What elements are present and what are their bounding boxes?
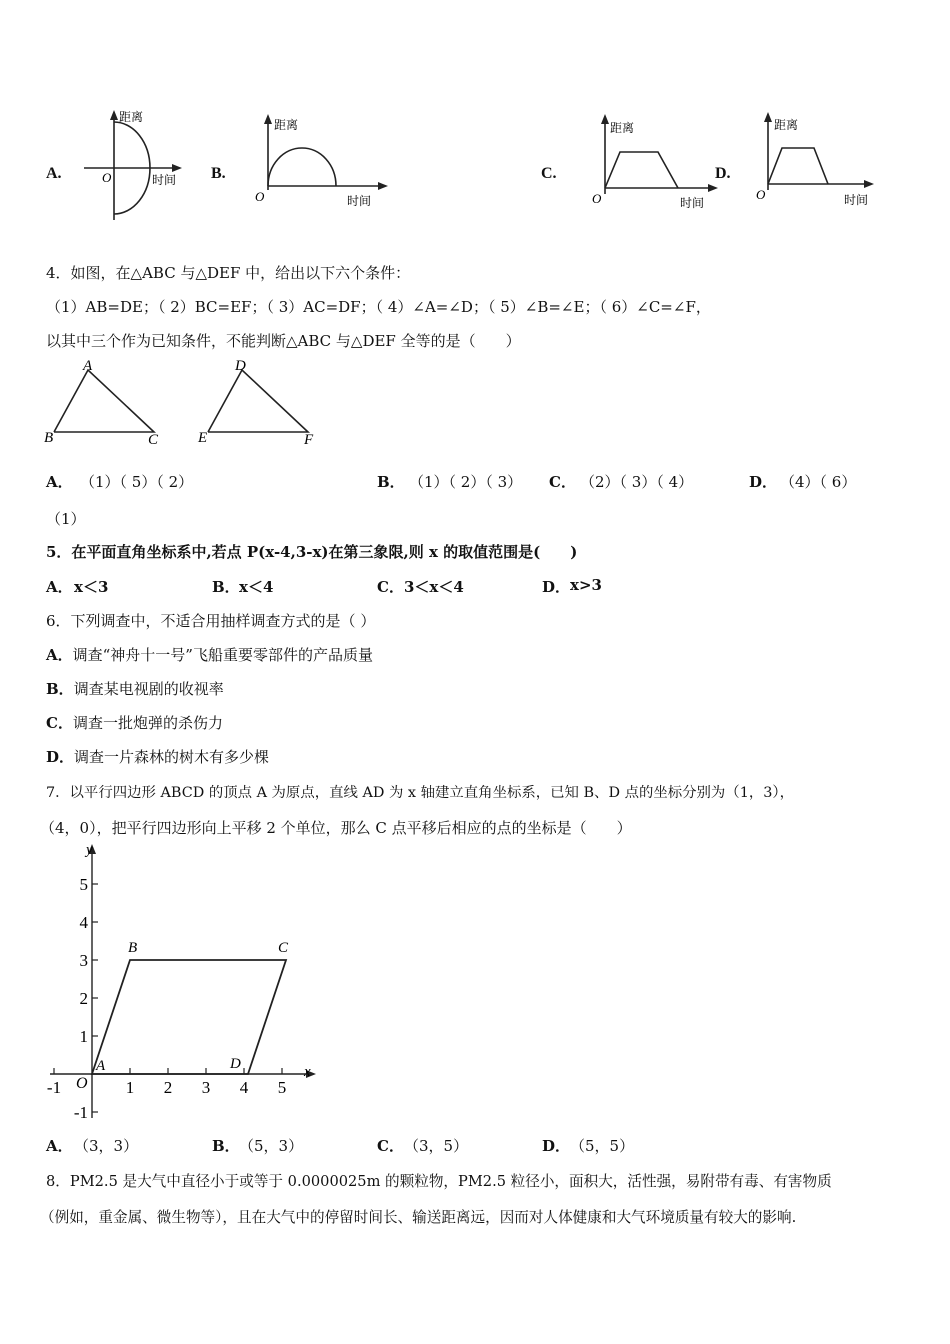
q6-option-a: A．调查“神舟十一号”飞船重要零部件的产品质量 bbox=[46, 646, 373, 664]
q7-stem-line2: （4，0），把平行四边形向上平移 2 个单位，那么 C 点平移后相应的点的坐标是（ ） bbox=[40, 819, 632, 837]
q3-option-b-label: B. bbox=[211, 165, 226, 182]
q7-option-c-label: C． bbox=[377, 1137, 404, 1155]
q7-option-d-text: （5，5） bbox=[570, 1137, 635, 1155]
tri-label-b: B bbox=[44, 430, 54, 446]
q6-option-d: D．调查一片森林的树木有多少棵 bbox=[46, 748, 270, 766]
tri-label-c: C bbox=[148, 432, 159, 448]
q3-a-axis-y: 距离 bbox=[119, 110, 144, 124]
q3-option-a-label: A. bbox=[46, 165, 62, 182]
q3-graph-d bbox=[752, 110, 882, 210]
tri-label-a: A bbox=[83, 358, 93, 374]
x-tick: 2 bbox=[163, 1078, 173, 1097]
q3-d-axis-y: 距离 bbox=[774, 118, 799, 132]
point-label-b: B bbox=[128, 940, 138, 956]
q3-d-axis-x: 时间 bbox=[844, 193, 869, 207]
y-tick: 2 bbox=[79, 989, 88, 1008]
q3-c-origin: O bbox=[592, 191, 602, 206]
q8-line1: 8．PM2.5 是大气中直径小于或等于 0.0000025m 的颗粒物，PM2.5 粒径小，面积大，活性强，易附带有毒、有害物质 bbox=[46, 1173, 832, 1190]
q3-c-axis-x: 时间 bbox=[680, 196, 705, 210]
origin-label: O bbox=[76, 1075, 88, 1092]
parallelogram-abcd bbox=[92, 960, 286, 1074]
tri-label-d: D bbox=[235, 358, 246, 374]
q4-option-c-text: （2）（ 3）（ 4） bbox=[580, 473, 694, 491]
q5-option-c-label: C． bbox=[377, 578, 404, 596]
q3-a-axis-x: 时间 bbox=[152, 173, 177, 187]
q5-option-a-text: x＜3 bbox=[74, 578, 109, 596]
q4-option-c-label: C． bbox=[549, 473, 576, 491]
q3-graph-b bbox=[250, 112, 390, 212]
q4-option-d-text: （4）（ 6） bbox=[780, 473, 857, 491]
q3-option-d-label: D. bbox=[715, 165, 731, 182]
q3-d-origin: O bbox=[756, 187, 766, 202]
y-axis-label: y bbox=[86, 842, 93, 858]
triangle-abc bbox=[44, 358, 159, 448]
point-label-d: D bbox=[230, 1056, 241, 1072]
y-tick: 5 bbox=[79, 875, 88, 894]
q3-b-origin: O bbox=[255, 189, 265, 204]
y-tick: 4 bbox=[79, 913, 88, 932]
q4-stem: 4．如图，在△ABC 与△DEF 中，给出以下六个条件： bbox=[46, 264, 411, 282]
q7-option-d-label: D． bbox=[542, 1137, 571, 1155]
q3-b-axis-y: 距离 bbox=[274, 118, 299, 132]
tri-label-e: E bbox=[198, 430, 208, 446]
q7-coordinate-graph bbox=[40, 838, 330, 1128]
x-tick: 5 bbox=[277, 1078, 287, 1097]
q3-c-axis-y: 距离 bbox=[610, 121, 635, 135]
q6-option-b: B．调查某电视剧的收视率 bbox=[46, 680, 224, 698]
q4-option-d-label: D． bbox=[749, 473, 778, 491]
y-tick: -1 bbox=[73, 1103, 88, 1122]
q4-conditions: （1）AB=DE；（ 2）BC=EF；（ 3）AC=DF；（ 4）∠A=∠D；（ 5）∠B=∠E；（ 6）∠C=∠F， bbox=[46, 298, 711, 316]
x-tick: 3 bbox=[201, 1078, 211, 1097]
q5-stem: 5．在平面直角坐标系中,若点 P(x-4,3-x)在第三象限,则 x 的取值范围是( ) bbox=[46, 543, 578, 561]
q3-graph-a bbox=[78, 108, 188, 228]
q4-option-a-text: （1）（ 5）（ 2） bbox=[80, 473, 194, 491]
point-label-c: C bbox=[278, 940, 289, 956]
q7-option-a-label: A． bbox=[46, 1137, 73, 1155]
q4-option-b-text: （1）（ 2）（ 3） bbox=[409, 473, 523, 491]
y-tick: 1 bbox=[79, 1027, 88, 1046]
q7-option-b-text: （5，3） bbox=[239, 1137, 304, 1155]
q3-b-axis-x: 时间 bbox=[347, 194, 372, 208]
q6-option-c: C．调查一批炮弹的杀伤力 bbox=[46, 714, 223, 732]
q7-stem-line1: 7．以平行四边形 ABCD 的顶点 A 为原点，直线 AD 为 x 轴建立直角坐标系，已知 B、D 点的坐标分别为（1，3）， bbox=[46, 785, 794, 801]
q5-option-c-text: 3＜x＜4 bbox=[404, 578, 464, 596]
x-tick: -1 bbox=[46, 1078, 62, 1097]
q7-option-c-text: （3，5） bbox=[404, 1137, 469, 1155]
q4-option-b-label: B． bbox=[377, 473, 405, 491]
q5-option-a-label: A． bbox=[46, 578, 73, 596]
q4-option-a-label: A． bbox=[46, 473, 73, 491]
q5-option-d-label: D． bbox=[542, 578, 571, 596]
q3-option-c-label: C. bbox=[541, 165, 557, 182]
q6-stem: 6．下列调查中，不适合用抽样调查方式的是（ ） bbox=[46, 612, 376, 630]
q5-option-b-text: x＜4 bbox=[239, 578, 274, 596]
q7-option-a-text: （3，3） bbox=[74, 1137, 139, 1155]
q3-graph-c bbox=[590, 112, 725, 212]
tri-label-f: F bbox=[304, 432, 314, 448]
point-label-a: A bbox=[96, 1058, 106, 1074]
q4-option-d-tail: （1） bbox=[46, 510, 86, 528]
x-axis-label: x bbox=[304, 1064, 311, 1080]
y-tick: 3 bbox=[79, 951, 88, 970]
q3-a-origin: O bbox=[102, 170, 112, 185]
q4-question: 以其中三个作为已知条件，不能判断△ABC 与△DEF 全等的是（ ） bbox=[46, 332, 521, 350]
q8-line2: （例如，重金属、微生物等），且在大气中的停留时间长、输送距离远，因而对人体健康和大气环境质量有较大的影响. bbox=[40, 1209, 797, 1226]
x-tick: 1 bbox=[125, 1078, 135, 1097]
q5-option-b-label: B． bbox=[212, 578, 240, 596]
triangle-def bbox=[197, 358, 314, 448]
q7-option-b-label: B． bbox=[212, 1137, 240, 1155]
q4-triangles-figure bbox=[40, 352, 340, 452]
q5-option-d-text: x>3 bbox=[570, 576, 602, 594]
x-tick: 4 bbox=[239, 1078, 249, 1097]
